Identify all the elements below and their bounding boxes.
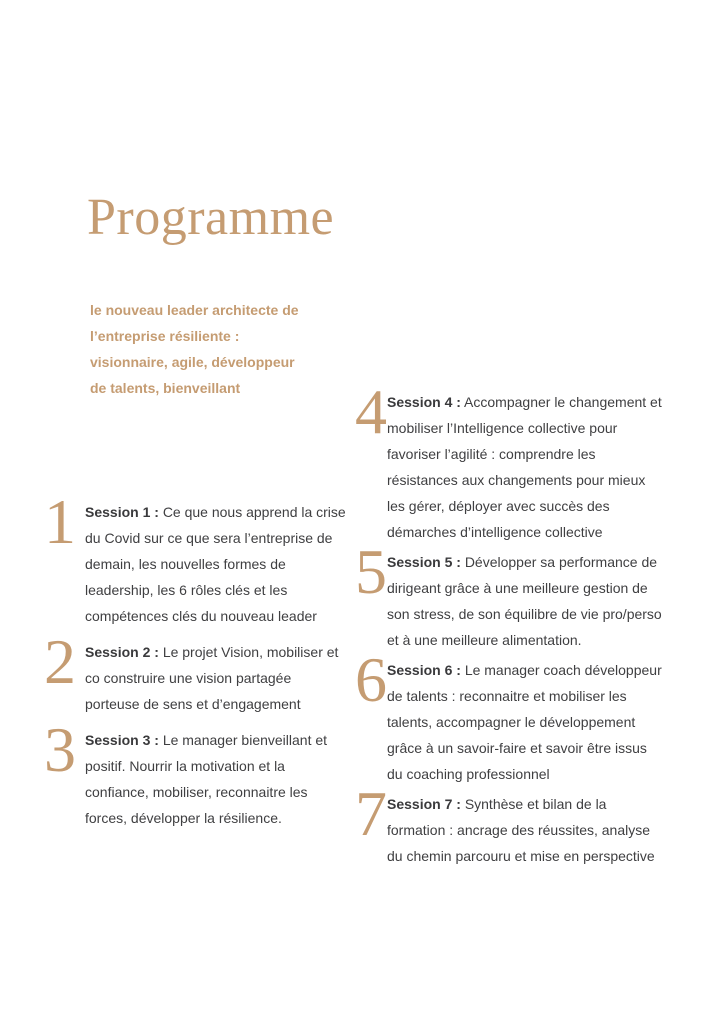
session-label: Session 1 : — [85, 504, 159, 520]
session-description: Développer sa performance de dirigeant grâce à une meilleure gestion de son stress, de son équilibre de vie pro/perso et à une meilleure alimentation. — [387, 554, 662, 648]
sessions-column-left — [44, 486, 356, 841]
session-label: Session 7 : — [387, 796, 461, 812]
session-label: Session 2 : — [85, 644, 159, 660]
session-description: Le projet Vision, mobiliser et co construire une vision partagée porteuse de sens et d’engagement — [85, 644, 339, 712]
session-item-3 — [44, 714, 356, 831]
session-number: 4 — [355, 376, 387, 447]
session-number: 1 — [44, 486, 76, 557]
session-label: Session 5 : — [387, 554, 461, 570]
session-number: 5 — [355, 536, 387, 607]
session-text — [387, 389, 663, 545]
session-description: Le manager coach développeur de talents : reconnaitre et mobiliser les talents, accompagner le développement grâce à un savoir-faire et savoir être issus du coaching professionnel — [387, 662, 662, 782]
session-item-2 — [44, 626, 356, 717]
session-label: Session 3 : — [85, 732, 159, 748]
session-text — [387, 549, 663, 653]
session-number: 2 — [44, 626, 76, 697]
session-description: Le manager bienveillant et positif. Nourrir la motivation et la confiance, mobiliser, reconnaitre les forces, développer la résilience. — [85, 732, 328, 826]
session-item-5 — [355, 536, 673, 653]
session-item-1 — [44, 486, 356, 629]
session-text — [387, 657, 663, 787]
session-item-6 — [355, 644, 673, 787]
session-description: Ce que nous apprend la crise du Covid sur ce que sera l’entreprise de demain, les nouvelles formes de leadership, les 6 rôles clés et les compétences clés du nouveau leader — [85, 504, 346, 624]
session-text — [387, 791, 663, 869]
session-item-4 — [355, 376, 673, 545]
session-number: 7 — [355, 778, 387, 849]
sessions-column-right — [355, 376, 673, 873]
session-text — [85, 727, 349, 831]
session-label: Session 6 : — [387, 662, 461, 678]
session-label: Session 4 : — [387, 394, 461, 410]
session-text — [85, 499, 349, 629]
intro-paragraph: le nouveau leader architecte de l’entreprise résiliente : visionnaire, agile, développeur de talents, bienveillant — [90, 302, 299, 396]
session-number: 3 — [44, 714, 76, 785]
session-description: Accompagner le changement et mobiliser l’Intelligence collective pour favoriser l’agilité : comprendre les résistances aux changements pour mieux les gérer, déployer avec succès des démarches d’intelligence collective — [387, 394, 662, 540]
session-description: Synthèse et bilan de la formation : ancrage des réussites, analyse du chemin parcouru et mise en perspective — [387, 796, 655, 864]
page-title: Programme — [87, 188, 335, 246]
session-text — [85, 639, 349, 717]
session-item-7 — [355, 778, 673, 869]
session-number: 6 — [355, 644, 387, 715]
